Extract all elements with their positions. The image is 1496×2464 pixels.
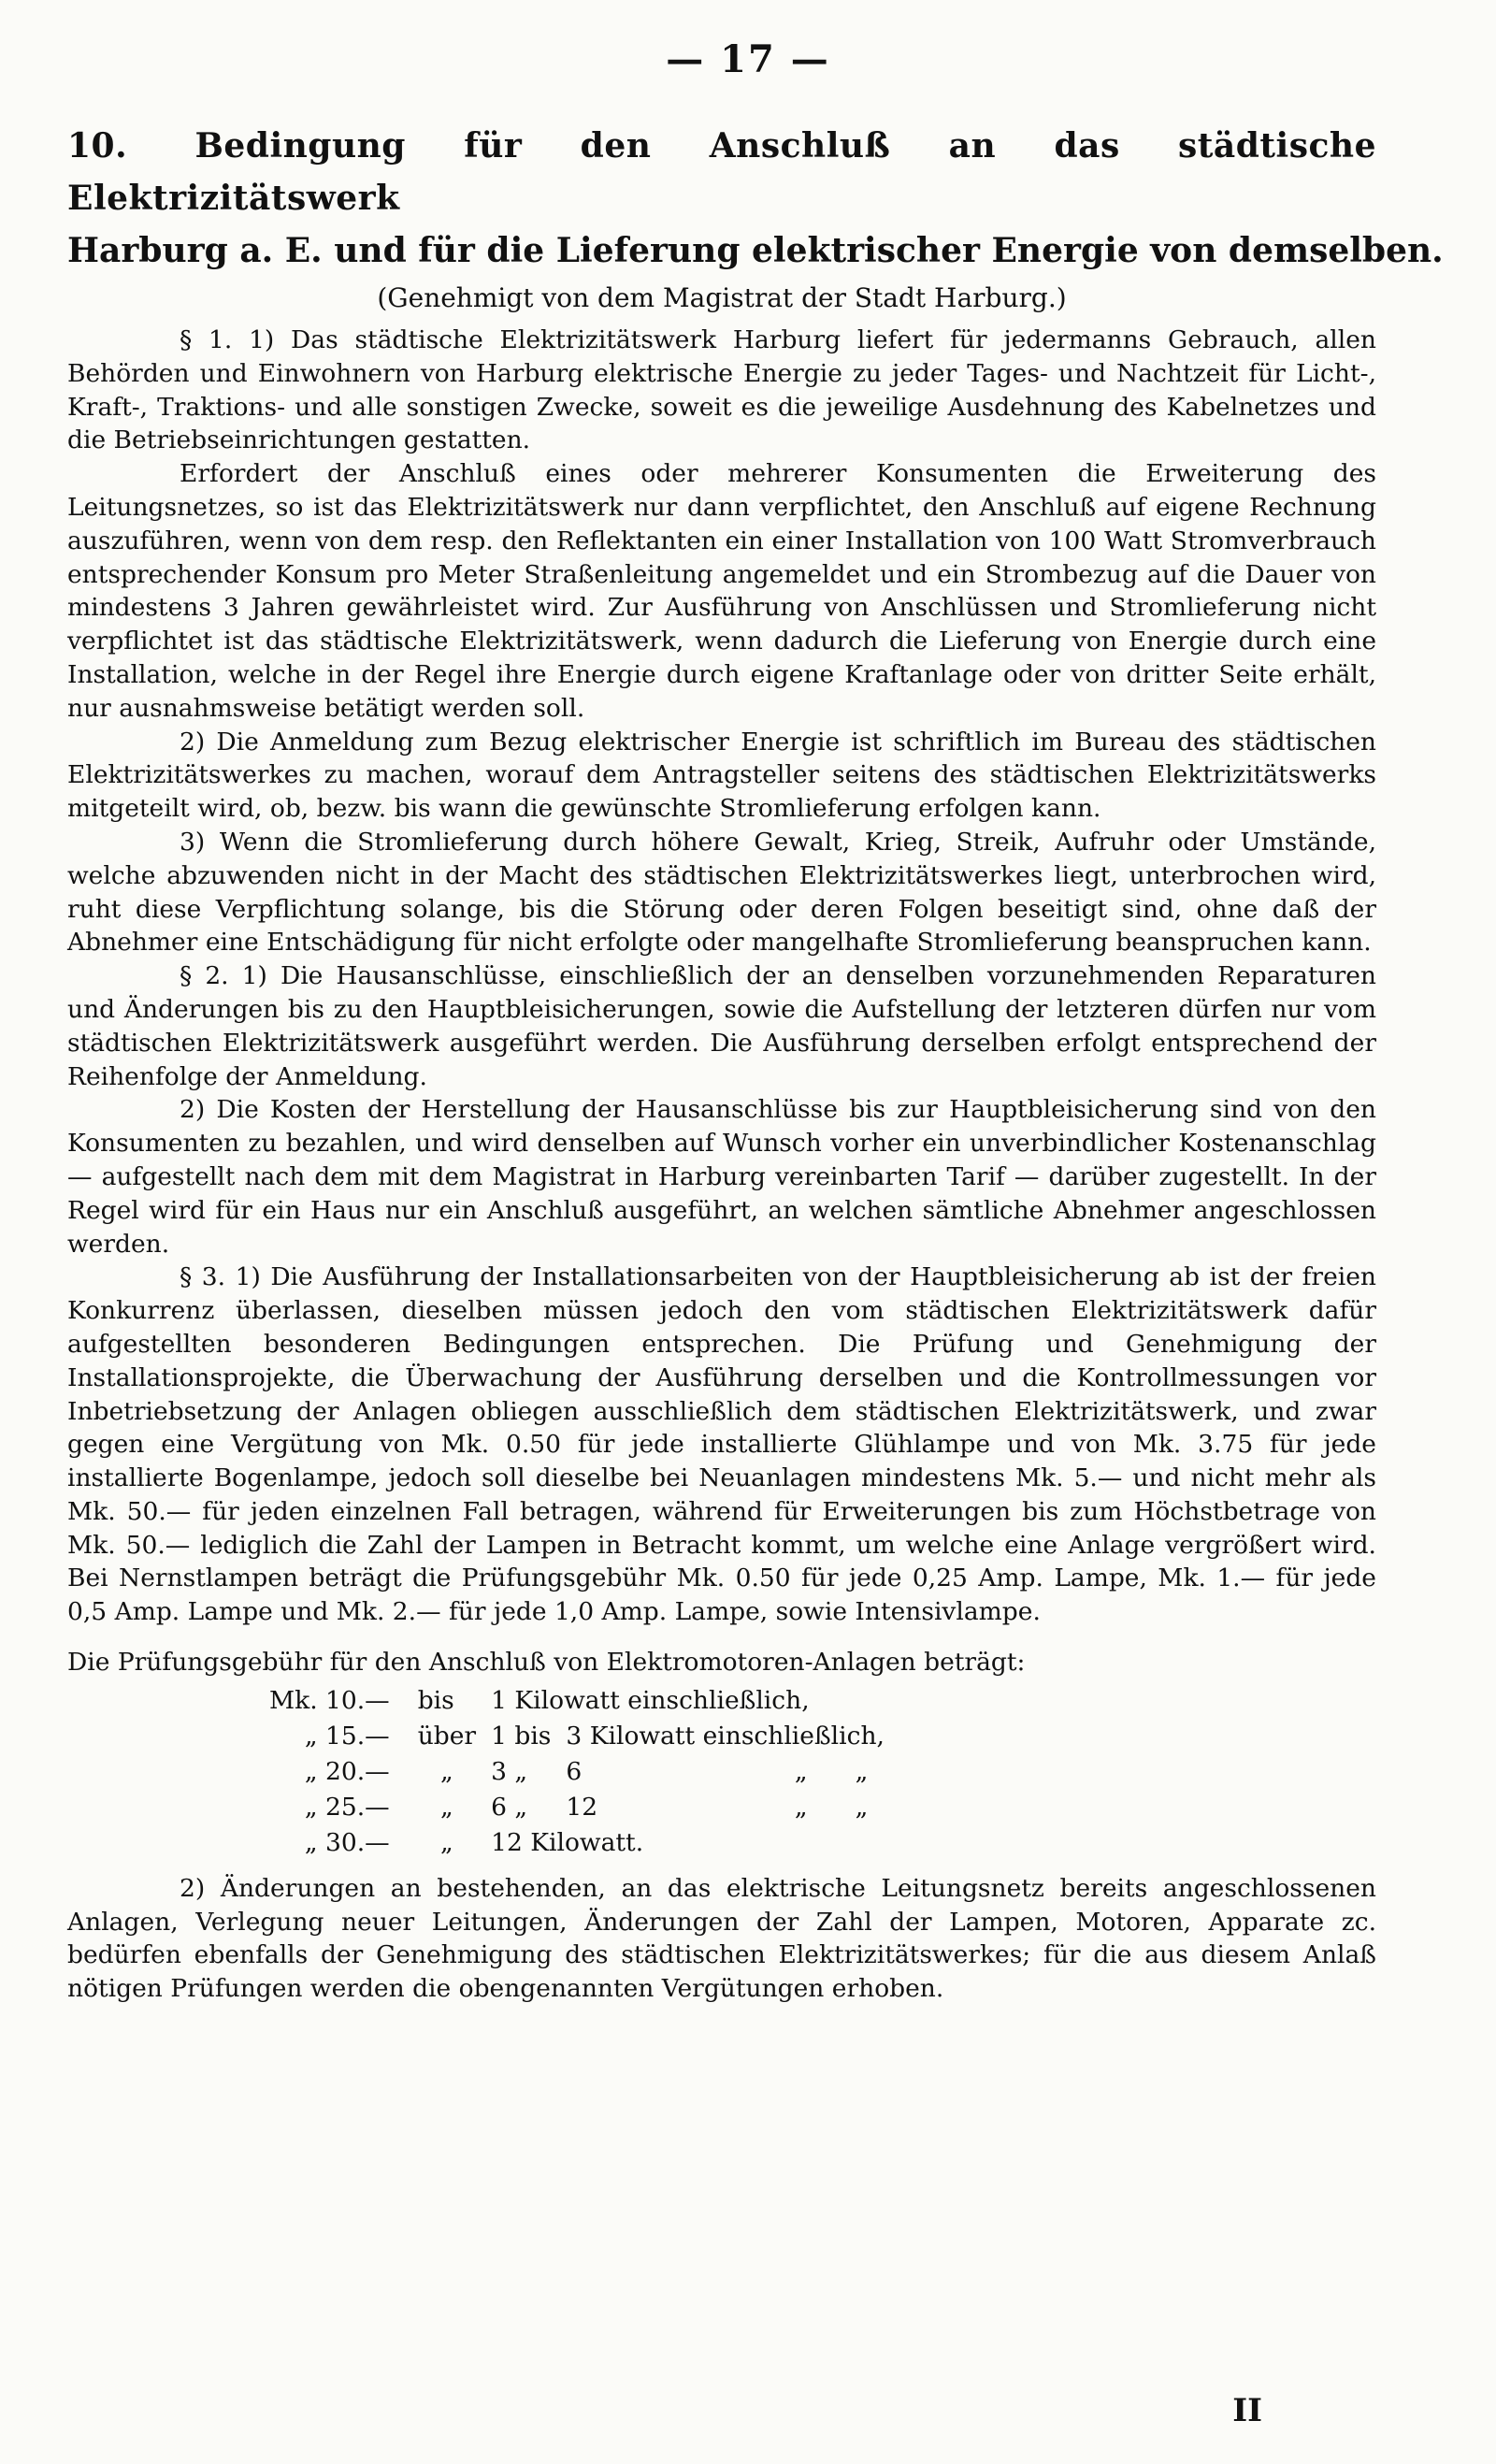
fee-row [262,1825,892,1861]
printer-signature-mark: II [1232,2392,1262,2429]
fee-ditto: „ [440,1828,453,1858]
paragraph-s2-1: § 2. 1) Die Hausanschlüsse, einschließlich der an denselben vorzunehmenden Reparaturen und Änderungen bis zu den Hauptbleisicherungen, sowie die Aufstellung der letzteren dürfen nur vom städtischen Elektrizitätswerk ausgeführt werden. Die Ausführung derselben erfolgt entsprechend der Reihenfolge der Anmeldung. [67,961,1376,1091]
fee-ditto: „ [440,1757,453,1787]
fees-intro: Die Prüfungsgebühr für den Anschluß von Elektromotoren-Anlagen beträgt: [67,1648,1026,1678]
fee-ditto: „ [855,1793,869,1823]
approval-note: (Genehmigt von dem Magistrat der Stadt Harburg.) [377,282,1067,313]
paragraph-s1-1-cont: Erfordert der Anschluß eines oder mehrerer Konsumenten die Erweiterung des Leitungsnetzes, so ist das Elektrizitätswerk nur dann verpflichtet, den Anschluß auf eigene Rechnung auszuführen, wenn von dem resp. den Reflektanten ein einer Installation von 100 Watt Stromverbrauch entsprechender Konsum pro Meter Straßenleitung angemeldet und ein Strombezug auf die Dauer von mindestens 3 Jahren gewährleistet wird. Zur Ausführung von Anschlüssen und Stromlieferung nicht verpflichtet ist das städtische Elektrizitätswerk, wenn dadurch die Lieferung von Energie durch eine Installation, welche in der Regel ihre Energie durch eigene Kraftanlage oder von dritter Seite erhält, nur ausnahmsweise betätigt werden soll. [67,459,1376,723]
fee-range-from: 3 „ [491,1757,528,1787]
paragraph-s1-1: § 1. 1) Das städtische Elektrizitätswerk Harburg liefert für jedermanns Gebrauch, allen Behörden und Einwohnern von Harburg elektrische Energie zu jeder Tages- und Nachtzeit für Licht-, Kraft-, Traktions- und alle sonstigen Zwecke, soweit es die jeweilige Ausdehnung des Kabelnetzes und die Betriebseinrichtungen gestatten. [67,325,1376,455]
paragraph-s2-2: 2) Die Kosten der Herstellung der Hausanschlüsse bis zur Hauptbleisicherung sind von den Konsumenten zu bezahlen, und wird denselben auf Wunsch vorher ein unverbindlicher Kostenanschlag — aufgestellt nach dem mit dem Magistrat in Harburg vereinbarten Tarif — darüber zugestellt. In der Regel wird für ein Haus nur ein Anschluß ausgeführt, an welchen sämtliche Abnehmer angeschlossen werden. [67,1095,1376,1259]
fee-amount: „ 20.— [304,1757,390,1787]
fee-row [262,1719,892,1754]
section-number: 10. [67,126,128,166]
fee-amount: „ 30.— [304,1828,390,1858]
fee-range-word: bis [417,1686,454,1716]
fee-range: 12 Kilowatt. [491,1828,644,1858]
fee-range-to: 3 Kilowatt einschließlich, [566,1722,885,1751]
fee-range-from: 1 bis [491,1722,552,1751]
fee-range: 1 Kilowatt einschließlich, [491,1686,810,1716]
fee-row [262,1754,892,1790]
paragraph-s1-3: 3) Wenn die Stromlieferung durch höhere Gewalt, Krieg, Streik, Aufruhr oder Umstände, welche abzuwenden nicht in der Macht des städtischen Elektrizitätswerkes liegt, unterbrochen wird, ruht diese Verpflichtung solange, bis die Störung oder deren Folgen beseitigt sind, ohne daß der Abnehmer eine Entschädigung für nicht erfolgte oder mangelhafte Stromlieferung beanspruchen kann. [67,827,1376,958]
fee-range-to: 12 [566,1793,598,1823]
fee-ditto: „ [440,1793,453,1823]
fee-row [262,1683,892,1719]
fee-ditto: „ [794,1757,808,1787]
document-body [67,120,1444,2006]
paragraph-s3-1: § 3. 1) Die Ausführung der Installationsarbeiten von der Hauptbleisicherung ab ist der freien Konkurrenz überlassen, dieselben müssen jedoch den vom städtischen Elektrizitätswerk dafür aufgestellten besonderen Bedingungen entsprechen. Die Prüfung und Genehmigung der Installationsprojekte, die Überwachung der Ausführung derselben und die Kontrollmessungen vor Inbetriebsetzung der Anlagen obliegen ausschließlich dem städtischen Elektrizitätswerk, und zwar gegen eine Vergütung von Mk. 0.50 für jede installierte Glühlampe und von Mk. 3.75 für jede installierte Bogenlampe, jedoch soll dieselbe bei Neuanlagen mindestens Mk. 5.— und nicht mehr als Mk. 50.— für jeden einzelnen Fall betragen, während für Erweiterungen bis zum Höchstbetrage von Mk. 50.— lediglich die Zahl der Lampen in Betracht kommt, um welche eine Anlage vergrößert wird. Bei Nernstlampen beträgt die Prüfungsgebühr Mk. 0.50 für jede 0,25 Amp. Lampe, Mk. 1.— für jede 0,5 Amp. Lampe und Mk. 2.— für jede 1,0 Amp. Lampe, sowie Intensivlampe. [67,1262,1376,1627]
page-number: — 17 — [666,37,830,81]
fee-amount: „ 25.— [304,1793,390,1823]
section-heading-line1 [67,120,1376,224]
fee-ditto: „ [794,1793,808,1823]
fee-range-to: 6 [566,1757,583,1787]
paragraph-s3-2: 2) Änderungen an bestehenden, an das elektrische Leitungsnetz bereits angeschlossenen Anlagen, Verlegung neuer Leitungen, Änderungen der Zahl der Lampen, Motoren, Apparate zc. bedürfen ebenfalls der Genehmigung des städtischen Elektrizitätswerkes; für die aus diesem Anlaß nötigen Prüfungen werden die obengenannten Vergütungen erhoben. [67,1873,1376,2004]
heading-text-line1: Bedingung für den Anschluß an das städtische Elektrizitätswerk [67,126,1376,218]
fee-amount: Mk. 10.— [269,1686,390,1716]
fee-range-from: 6 „ [491,1793,528,1823]
fees-table [262,1683,892,1861]
fee-range-word: über [417,1722,477,1751]
fee-ditto: „ [855,1757,869,1787]
fee-row [262,1790,892,1825]
paragraph-s1-2: 2) Die Anmeldung zum Bezug elektrischer Energie ist schriftlich im Bureau des städtischen Elektrizitätswerkes zu machen, worauf dem Antragsteller seitens des städtischen Elektrizitätswerks mitgeteilt wird, ob, bezw. bis wann die gewünschte Stromlieferung erfolgen kann. [67,727,1376,824]
heading-text-line2: Harburg a. E. und für die Lieferung elektrischer Energie von demselben. [67,231,1444,270]
fee-amount: „ 15.— [304,1722,390,1751]
